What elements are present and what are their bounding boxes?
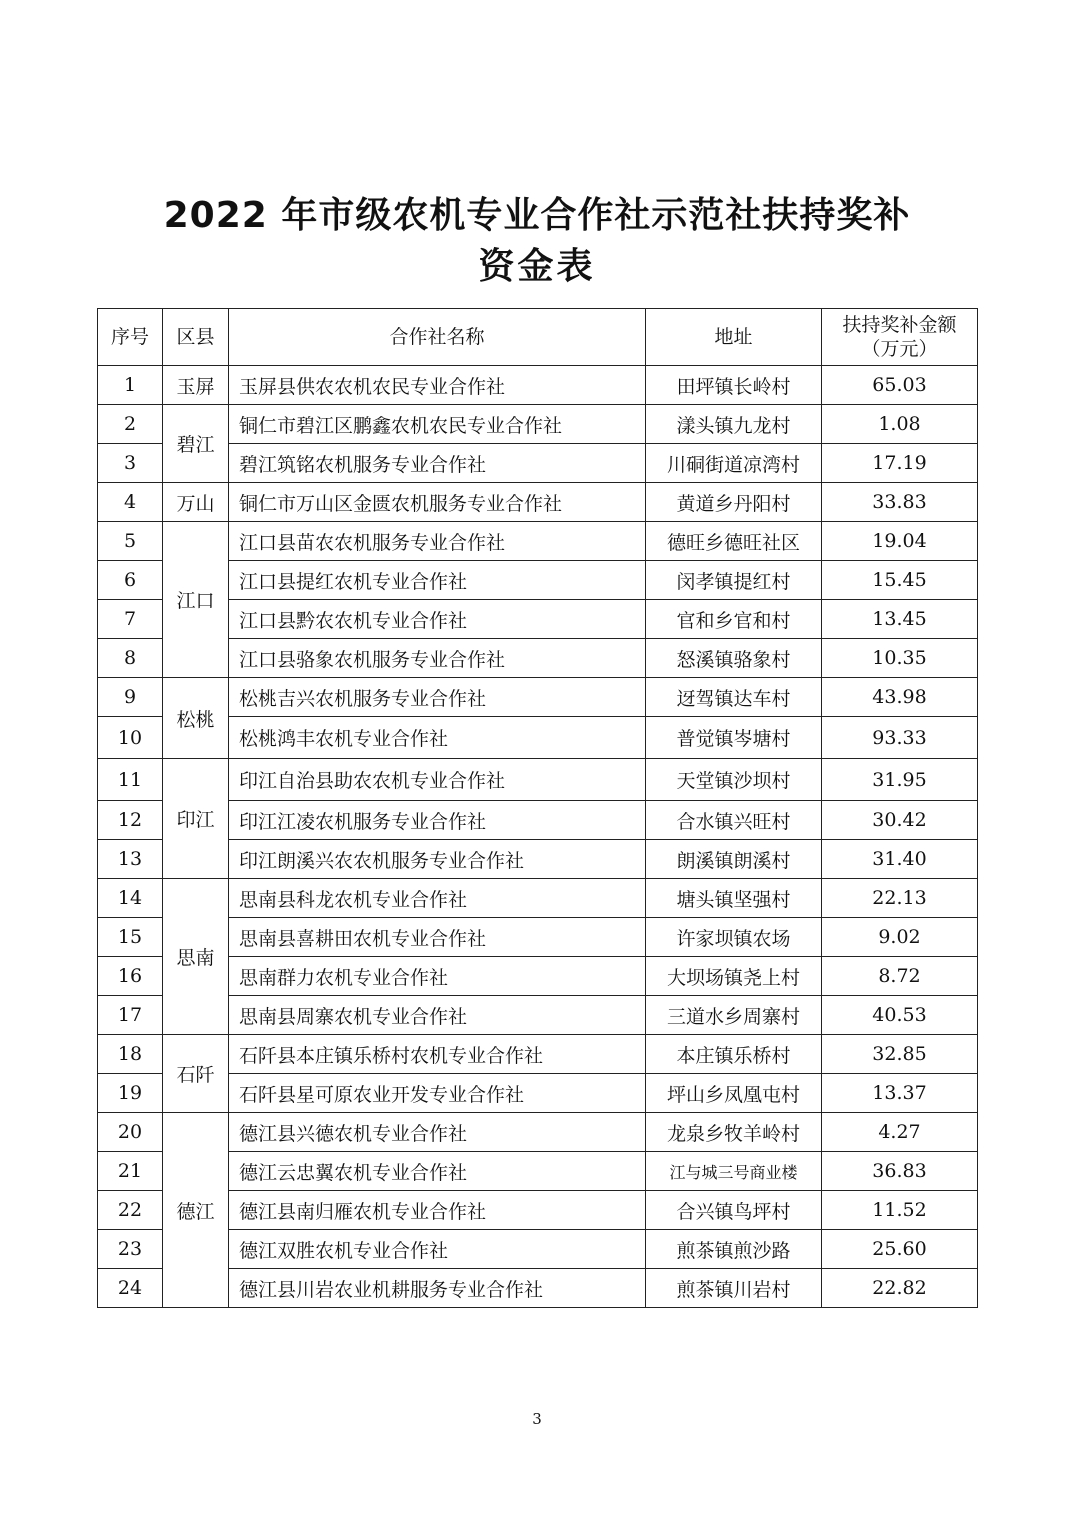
cell-address: 天堂镇沙坝村 [646,759,822,801]
cell-amount: 31.95 [822,759,978,801]
table-row [98,483,978,522]
cell-seq: 21 [98,1152,163,1191]
document-title-line-2: 资金表 [478,246,596,287]
table-header-row [98,309,978,366]
header-seq: 序号 [98,309,163,366]
cell-county: 德江 [163,1113,229,1308]
cell-cooperative-name: 江口县提红农机专业合作社 [229,561,646,600]
cell-cooperative-name: 思南县周寨农机专业合作社 [229,996,646,1035]
cell-county: 印江 [163,759,229,879]
cell-address: 合水镇兴旺村 [646,801,822,840]
cell-seq: 22 [98,1191,163,1230]
cell-seq: 15 [98,918,163,957]
page-number: 3 [532,1410,542,1428]
cell-seq: 23 [98,1230,163,1269]
cell-cooperative-name: 铜仁市碧江区鹏鑫农机农民专业合作社 [229,405,646,444]
cell-seq: 3 [98,444,163,483]
cell-county: 石阡 [163,1035,229,1113]
cell-address: 闵孝镇提红村 [646,561,822,600]
table-row [98,759,978,801]
table-row [98,1113,978,1152]
table-row [98,996,978,1035]
table-row [98,522,978,561]
cell-address: 塘头镇坚强村 [646,879,822,918]
cell-address: 大坝场镇尧上村 [646,957,822,996]
cell-address: 三道水乡周寨村 [646,996,822,1035]
cell-county: 万山 [163,483,229,522]
table-row [98,405,978,444]
cell-seq: 18 [98,1035,163,1074]
cell-amount: 1.08 [822,405,978,444]
table-row [98,918,978,957]
cell-seq: 24 [98,1269,163,1308]
cell-cooperative-name: 思南群力农机专业合作社 [229,957,646,996]
cell-amount: 22.82 [822,1269,978,1308]
cell-address: 江与城三号商业楼 [646,1152,822,1191]
cell-seq: 17 [98,996,163,1035]
cell-seq: 11 [98,759,163,801]
cell-address: 怒溪镇骆象村 [646,639,822,678]
cell-seq: 14 [98,879,163,918]
table-row [98,1230,978,1269]
cell-address: 德旺乡德旺社区 [646,522,822,561]
cell-seq: 13 [98,840,163,879]
cell-cooperative-name: 德江双胜农机专业合作社 [229,1230,646,1269]
cell-address: 坪山乡凤凰屯村 [646,1074,822,1113]
cell-county: 江口 [163,522,229,678]
document-title-line-1: 2022 年市级农机专业合作社示范社扶持奖补 [163,195,911,236]
cell-seq: 2 [98,405,163,444]
table-row [98,1035,978,1074]
table-row [98,1152,978,1191]
cell-amount: 22.13 [822,879,978,918]
cell-address: 本庄镇乐桥村 [646,1035,822,1074]
cell-amount: 33.83 [822,483,978,522]
table-row [98,957,978,996]
cell-cooperative-name: 德江县南归雁农机专业合作社 [229,1191,646,1230]
cell-county: 思南 [163,879,229,1035]
cell-amount: 40.53 [822,996,978,1035]
cell-seq: 9 [98,678,163,717]
table-row [98,1191,978,1230]
cell-address: 田坪镇长岭村 [646,366,822,405]
cell-address: 普觉镇岑塘村 [646,717,822,759]
cell-seq: 1 [98,366,163,405]
cell-amount: 9.02 [822,918,978,957]
cell-address: 漾头镇九龙村 [646,405,822,444]
cell-cooperative-name: 玉屏县供农农机农民专业合作社 [229,366,646,405]
cell-address: 煎茶镇川岩村 [646,1269,822,1308]
cell-seq: 4 [98,483,163,522]
cell-cooperative-name: 德江县兴德农机专业合作社 [229,1113,646,1152]
cell-cooperative-name: 碧江筑铭农机服务专业合作社 [229,444,646,483]
table-row [98,717,978,759]
cell-cooperative-name: 德江县川岩农业机耕服务专业合作社 [229,1269,646,1308]
cell-address: 合兴镇鸟坪村 [646,1191,822,1230]
cell-seq: 7 [98,600,163,639]
cell-amount: 10.35 [822,639,978,678]
cell-address: 黄道乡丹阳村 [646,483,822,522]
cell-seq: 10 [98,717,163,759]
cell-address: 煎茶镇煎沙路 [646,1230,822,1269]
cell-cooperative-name: 印江朗溪兴农农机服务专业合作社 [229,840,646,879]
cell-cooperative-name: 印江自治县助农农机专业合作社 [229,759,646,801]
cell-cooperative-name: 江口县骆象农机服务专业合作社 [229,639,646,678]
cell-cooperative-name: 德江云忠翼农机专业合作社 [229,1152,646,1191]
cell-seq: 19 [98,1074,163,1113]
subsidy-table [97,308,978,1308]
cell-address: 朗溪镇朗溪村 [646,840,822,879]
cell-amount: 4.27 [822,1113,978,1152]
header-amount-line-2: （万元） [861,338,938,360]
table-row [98,840,978,879]
cell-cooperative-name: 思南县科龙农机专业合作社 [229,879,646,918]
table-row [98,639,978,678]
cell-county: 松桃 [163,678,229,759]
cell-county: 碧江 [163,405,229,483]
cell-seq: 6 [98,561,163,600]
table-row [98,678,978,717]
header-cooperative-name: 合作社名称 [229,309,646,366]
cell-cooperative-name: 思南县喜耕田农机专业合作社 [229,918,646,957]
table-row [98,444,978,483]
cell-amount: 36.83 [822,1152,978,1191]
table-row [98,879,978,918]
cell-seq: 16 [98,957,163,996]
cell-address: 川硐街道凉湾村 [646,444,822,483]
cell-amount: 93.33 [822,717,978,759]
cell-amount: 13.45 [822,600,978,639]
cell-cooperative-name: 印江江凌农机服务专业合作社 [229,801,646,840]
header-address: 地址 [646,309,822,366]
cell-cooperative-name: 石阡县星可原农业开发专业合作社 [229,1074,646,1113]
cell-address: 官和乡官和村 [646,600,822,639]
cell-cooperative-name: 松桃吉兴农机服务专业合作社 [229,678,646,717]
cell-county: 玉屏 [163,366,229,405]
table-body [98,366,978,1308]
cell-cooperative-name: 铜仁市万山区金匮农机服务专业合作社 [229,483,646,522]
cell-address: 迓驾镇达车村 [646,678,822,717]
cell-seq: 5 [98,522,163,561]
cell-seq: 12 [98,801,163,840]
cell-seq: 8 [98,639,163,678]
cell-amount: 43.98 [822,678,978,717]
cell-amount: 13.37 [822,1074,978,1113]
cell-amount: 25.60 [822,1230,978,1269]
cell-amount: 11.52 [822,1191,978,1230]
cell-address: 龙泉乡牧羊岭村 [646,1113,822,1152]
cell-seq: 20 [98,1113,163,1152]
cell-cooperative-name: 松桃鸿丰农机专业合作社 [229,717,646,759]
cell-amount: 30.42 [822,801,978,840]
cell-amount: 15.45 [822,561,978,600]
header-county: 区县 [163,309,229,366]
cell-cooperative-name: 石阡县本庄镇乐桥村农机专业合作社 [229,1035,646,1074]
cell-cooperative-name: 江口县苗农农机服务专业合作社 [229,522,646,561]
cell-amount: 17.19 [822,444,978,483]
cell-amount: 31.40 [822,840,978,879]
header-amount-line-1: 扶持奖补金额 [842,314,957,336]
cell-cooperative-name: 江口县黔农农机专业合作社 [229,600,646,639]
table-row [98,600,978,639]
table-row [98,801,978,840]
table-row [98,366,978,405]
table-row [98,1269,978,1308]
table-row [98,561,978,600]
table-row [98,1074,978,1113]
cell-amount: 19.04 [822,522,978,561]
cell-amount: 32.85 [822,1035,978,1074]
cell-address: 许家坝镇农场 [646,918,822,957]
cell-amount: 8.72 [822,957,978,996]
cell-amount: 65.03 [822,366,978,405]
header-amount [822,309,978,366]
